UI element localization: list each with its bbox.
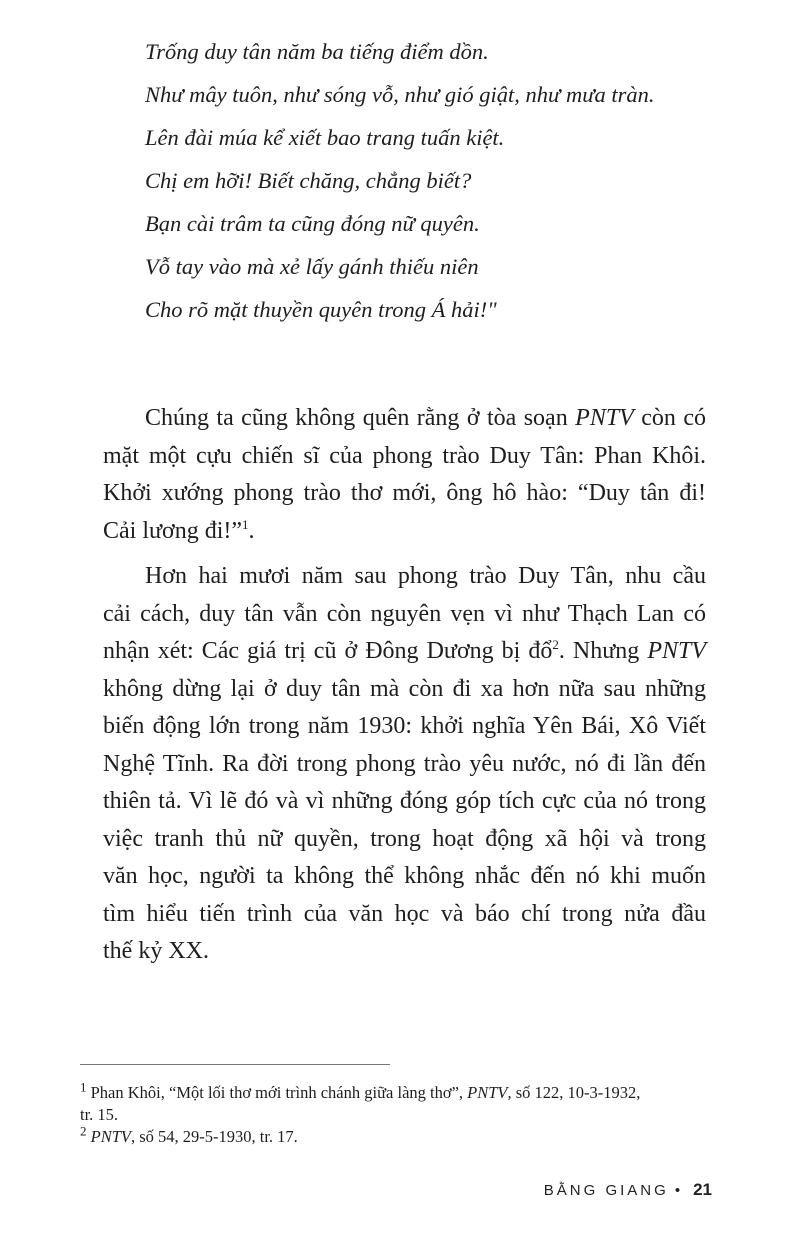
text-line — [103, 513, 706, 551]
text-run: . Nhưng — [558, 638, 648, 664]
text-run: , số 122, 10-3-1932, — [507, 1083, 641, 1102]
text-run: không dừng lại ở duy tân mà còn đi xa hơn nữa sau những — [103, 675, 706, 702]
footnote-ref: 1 — [242, 516, 249, 532]
text-line — [103, 821, 706, 859]
text-run: Chúng ta cũng không quên rằng ở tòa soạn — [145, 405, 576, 431]
text-run: Bạn cài trâm ta cũng đóng nữ quyên. — [145, 211, 480, 236]
text-run: , số 54, 29-5-1930, tr. 17. — [130, 1127, 298, 1146]
text-run: văn học, người ta không thể không nhắc đến nó khi muốn — [103, 863, 706, 889]
text-line — [103, 400, 706, 438]
text-run: thiên tả. Vì lẽ đó và vì những đóng góp tích cực của nó trong — [103, 788, 706, 814]
text-run: Lên đài múa kể xiết bao trang tuấn kiệt. — [145, 125, 505, 150]
italic-text: PNTV — [647, 638, 706, 664]
footnote-ref: 1 — [80, 1079, 87, 1095]
paragraph-1 — [103, 400, 706, 550]
text-line — [103, 896, 706, 934]
text-run: Hơn hai mươi năm sau phong trào Duy Tân, nhu cầu — [145, 563, 706, 589]
text-line — [103, 475, 706, 513]
text-line — [103, 596, 706, 634]
text-run: Nghệ Tĩnh. Ra đời trong phong trào yêu nước, nó đi lần đến — [103, 750, 706, 777]
running-author: BẰNG GIANG — [543, 1182, 669, 1199]
poem-line — [145, 30, 654, 73]
poem-line — [145, 73, 654, 116]
text-line — [103, 746, 706, 784]
poem-line — [145, 116, 654, 159]
footnote-line — [80, 1079, 720, 1104]
italic-text: PNTV — [90, 1127, 131, 1146]
text-run: Vỗ tay vào mà xẻ lấy gánh thiếu niên — [145, 254, 479, 279]
poem-line — [145, 245, 654, 288]
text-run: mặt một cựu chiến sĩ của phong trào Duy Tân: Phan Khôi. — [103, 442, 706, 469]
text-run: còn có — [633, 405, 707, 431]
text-line — [103, 633, 706, 671]
footnote-divider — [80, 1064, 390, 1065]
text-run: cải cách, duy tân vẫn còn nguyên vẹn vì như Thạch Lan có — [103, 600, 706, 627]
text-run: nhận xét: Các giá trị cũ ở Đông Dương bị đổ — [103, 638, 553, 664]
text-run: Khởi xướng phong trào thơ mới, ông hô hào: “Duy tân đi! — [103, 480, 706, 506]
poem-line — [145, 288, 654, 331]
text-line — [103, 858, 706, 896]
text-run: tr. 15. — [80, 1105, 119, 1124]
text-line — [103, 671, 706, 709]
poem-line — [145, 159, 654, 202]
italic-text: PNTV — [575, 405, 634, 431]
text-run: Trống duy tân năm ba tiếng điểm dồn. — [145, 39, 489, 64]
footnote-ref: 2 — [80, 1123, 87, 1139]
text-run: biến động lớn trong năm 1930: khởi nghĩa Yên Bái, Xô Viết — [103, 713, 706, 739]
text-run: . — [248, 517, 255, 544]
poem-quote — [145, 30, 654, 331]
text-line — [103, 558, 706, 596]
text-line — [103, 708, 706, 746]
footnotes — [80, 1079, 720, 1148]
text-line — [103, 933, 706, 971]
page-footer — [544, 1180, 712, 1200]
text-run: Như mây tuôn, như sóng vỗ, như gió giật, như mưa tràn. — [145, 82, 655, 107]
footnote-ref: 2 — [552, 637, 559, 652]
text-run: Phan Khôi, “Một lối thơ mới trình chánh giữa làng thơ”, — [86, 1083, 468, 1102]
text-run: Cải lương đi!” — [103, 517, 243, 544]
text-run: tìm hiểu tiến trình của văn học và báo chí trong nửa đầu — [103, 900, 706, 927]
footnote-line — [80, 1104, 720, 1126]
footnote-line — [80, 1123, 720, 1148]
text-run: Cho rõ mặt thuyền quyên trong Á hải!" — [145, 297, 497, 322]
text-line — [103, 783, 706, 821]
text-run: việc tranh thủ nữ quyền, trong hoạt động xã hội và trong — [103, 825, 706, 852]
italic-text: PNTV — [467, 1083, 508, 1102]
text-run: thế kỷ XX. — [103, 938, 209, 964]
text-run: Chị em hỡi! Biết chăng, chẳng biết? — [145, 168, 472, 193]
footer-bullet: • — [674, 1182, 684, 1199]
poem-line — [145, 202, 654, 245]
page-number: 21 — [693, 1180, 712, 1199]
paragraph-2 — [103, 558, 706, 971]
text-line — [103, 438, 706, 476]
